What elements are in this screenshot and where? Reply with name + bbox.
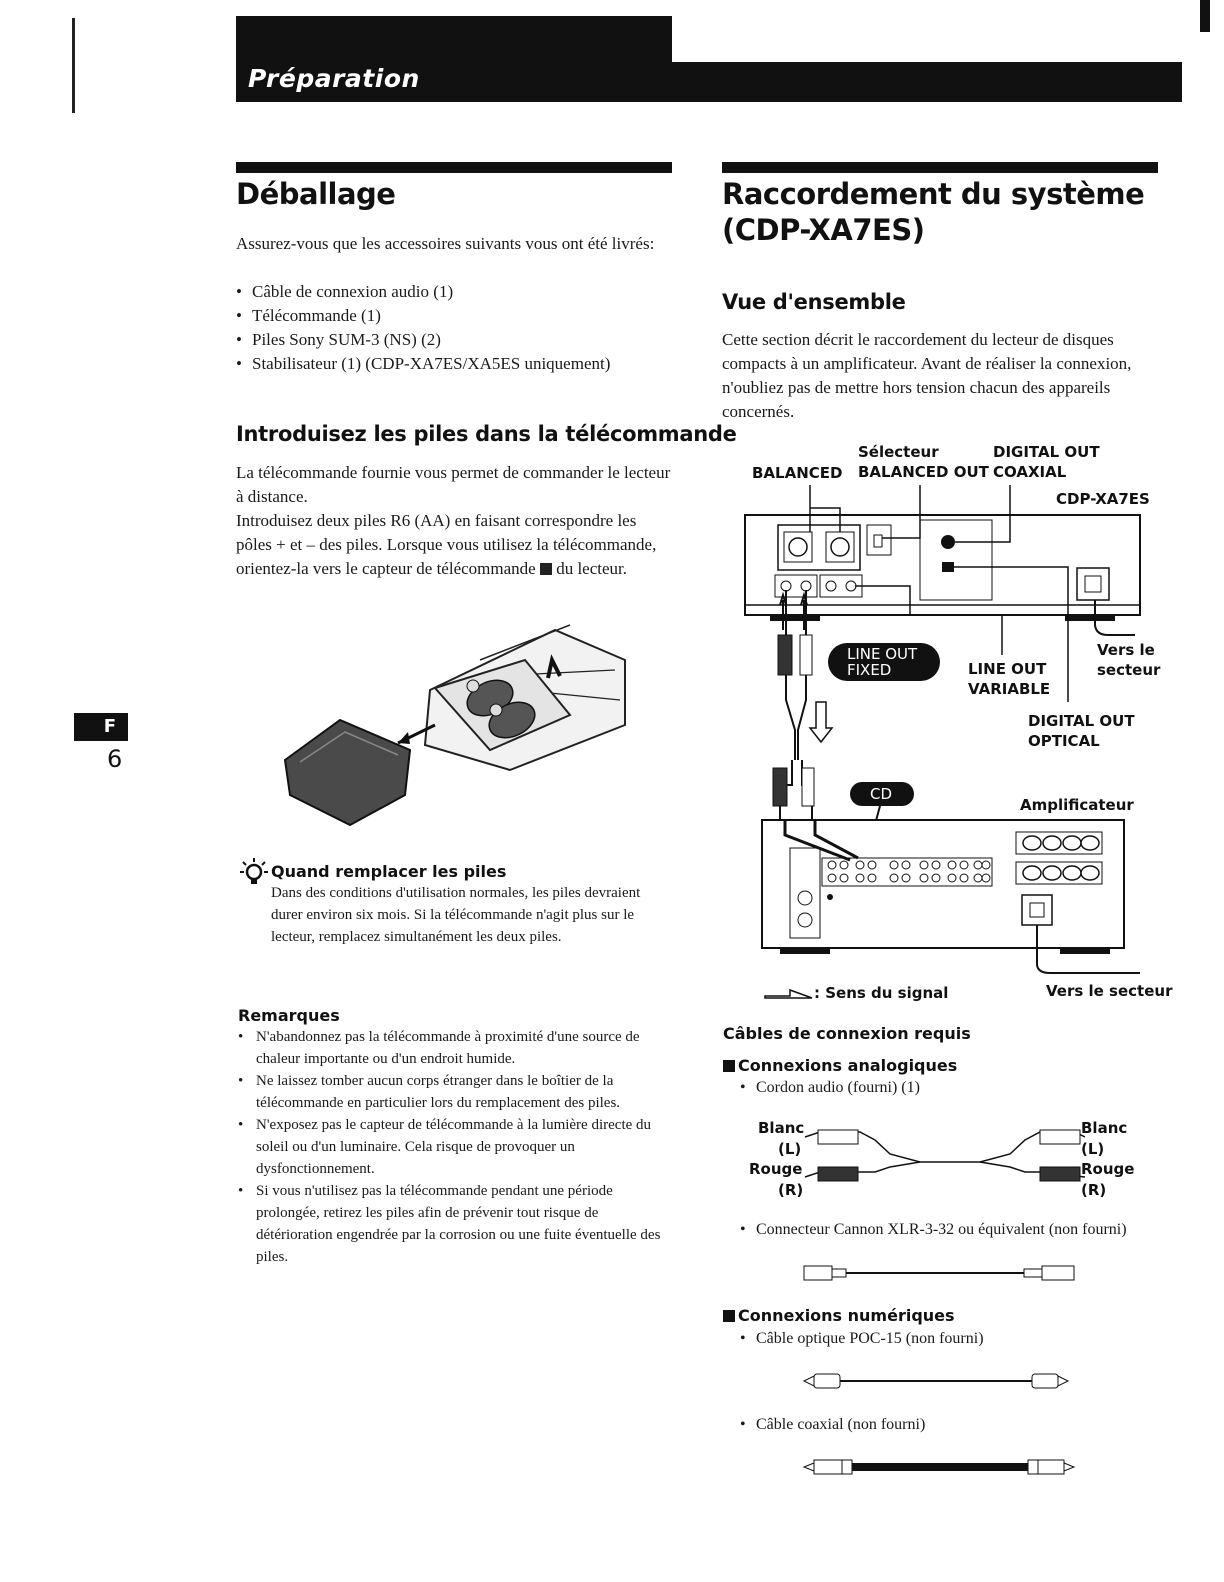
optical-list [740,1328,1160,1350]
list-item: • Connecteur Cannon XLR-3-32 ou équivalent (non fourni) [740,1219,1170,1241]
list-item: • Câble de connexion audio (1) [236,280,676,304]
analog-heading [723,1056,957,1076]
balanced-out-label: BALANCED OUT [858,463,989,481]
batteries-text-2b: du lecteur. [556,559,628,578]
page-edge-mark [1200,0,1210,32]
list-item: • Ne laissez tomber aucun corps étranger dans le boîtier de la télécommande en particulier lors du remplacement des piles. [238,1070,676,1114]
header-strip [672,62,1182,102]
model-label: CDP-XA7ES [1056,490,1150,508]
l-label-right: (L) [1081,1140,1105,1158]
coax-list [740,1414,1160,1436]
mains-label-1a: Vers le [1097,641,1155,659]
language-tab: F [74,713,128,741]
digital-heading [723,1306,955,1326]
margin-line [72,18,75,113]
unpacking-title: Déballage [236,177,396,211]
section-title: Préparation [248,64,420,93]
unpacking-intro: Assurez-vous que les accessoires suivants vous ont été livrés: [236,234,655,253]
list-item: • Piles Sony SUM-3 (NS) (2) [236,328,676,352]
list-item: • Cordon audio (fourni) (1) [740,1077,1160,1099]
tip-text: Dans des conditions d'utilisation normales, les piles devraient durer environ six mois. Si la télécommande n'agit plus sur le lecteur, remplacez simultanément les deux piles. [271,885,641,945]
list-item: • Télécommande (1) [236,304,676,328]
digital-coax-label-2: COAXIAL [993,463,1067,481]
batteries-heading: Introduisez les piles dans la télécommande [236,422,737,446]
r-label-left: (R) [778,1181,804,1199]
page-number: 6 [107,745,123,773]
notes-list [238,1026,676,1268]
optical-label-2: OPTICAL [1028,732,1100,750]
overview-heading: Vue d'ensemble [722,290,906,314]
list-item: • Câble optique POC-15 (non fourni) [740,1328,1160,1350]
tip-bulb-icon [240,858,268,886]
mains-label-1b: secteur [1097,661,1161,679]
white-label-right: Blanc [1081,1119,1128,1137]
analog-heading-text: Connexions analogiques [738,1056,958,1075]
cables-heading: Câbles de connexion requis [723,1024,971,1043]
optical-label-1: DIGITAL OUT [1028,712,1135,730]
accessory-list [236,280,676,376]
amplifier-label: Amplificateur [1020,796,1134,814]
selector-label: Sélecteur [858,443,939,461]
connection-diagram [740,440,1173,1010]
cd-label: CD [870,785,893,803]
line-var-label-2: VARIABLE [968,680,1051,698]
red-label-right: Rouge [1081,1160,1135,1178]
line-fixed-label-1: LINE OUT [847,645,918,663]
section-rule [722,162,1158,173]
signal-arrow-icon [765,990,812,998]
batteries-text-2 [236,509,676,581]
analog-list [740,1077,1160,1099]
xlr-list [740,1219,1170,1241]
white-label-left: Blanc [758,1119,805,1137]
xlr-cable-illustration [800,1262,1080,1284]
coax-cable-illustration [800,1456,1080,1478]
notes-heading: Remarques [238,1006,340,1025]
remote-battery-illustration [280,620,630,835]
optical-cable-illustration [800,1370,1080,1392]
connection-title-line1: Raccordement du système [722,177,1145,211]
list-item: • Câble coaxial (non fourni) [740,1414,1160,1436]
list-item: • N'exposez pas le capteur de télécommande à la lumière directe du soleil ou d'un luminaire. Cela risque de provoquer un dysfonctionnement. [238,1114,676,1180]
mains-label-2: Vers le secteur [1046,982,1173,1000]
list-item: • Stabilisateur (1) (CDP-XA7ES/XA5ES uniquement) [236,352,676,376]
list-item: • N'abandonnez pas la télécommande à proximité d'une source de chaleur importante ou d'un endroit humide. [238,1026,676,1070]
line-fixed-label-2: FIXED [847,661,892,679]
list-item: • Si vous n'utilisez pas la télécommande pendant une période prolongée, retirez les piles afin de prévenir tout risque de détérioration engendrée par la corrosion ou une fuite éventuelle des piles. [238,1180,676,1268]
batteries-text-2a: Introduisez deux piles R6 (AA) en faisant correspondre les pôles + et – des piles. Lorsque vous utilisez la télécommande, orientez-la vers le capteur de télécommande [236,511,657,578]
signal-label: : Sens du signal [814,984,949,1002]
tip-heading: Quand remplacer les piles [271,862,507,881]
connection-title-line2: (CDP-XA7ES) [722,213,925,247]
audio-cable-illustration [740,1112,1160,1202]
remote-sensor-icon [540,563,552,575]
red-label-left: Rouge [749,1160,803,1178]
balanced-label: BALANCED [752,464,843,482]
section-rule [236,162,672,173]
digital-heading-text: Connexions numériques [738,1306,955,1325]
batteries-text-1: La télécommande fournie vous permet de commander le lecteur à distance. [236,463,671,506]
r-label-right: (R) [1081,1181,1107,1199]
overview-text: Cette section décrit le raccordement du lecteur de disques compacts à un amplificateur. Avant de réaliser la connexion, n'oubliez pas de mettre hors tension chacun des appareils concernés. [722,330,1132,421]
digital-coax-label-1: DIGITAL OUT [993,443,1100,461]
line-var-label-1: LINE OUT [968,660,1047,678]
l-label-left: (L) [778,1140,802,1158]
